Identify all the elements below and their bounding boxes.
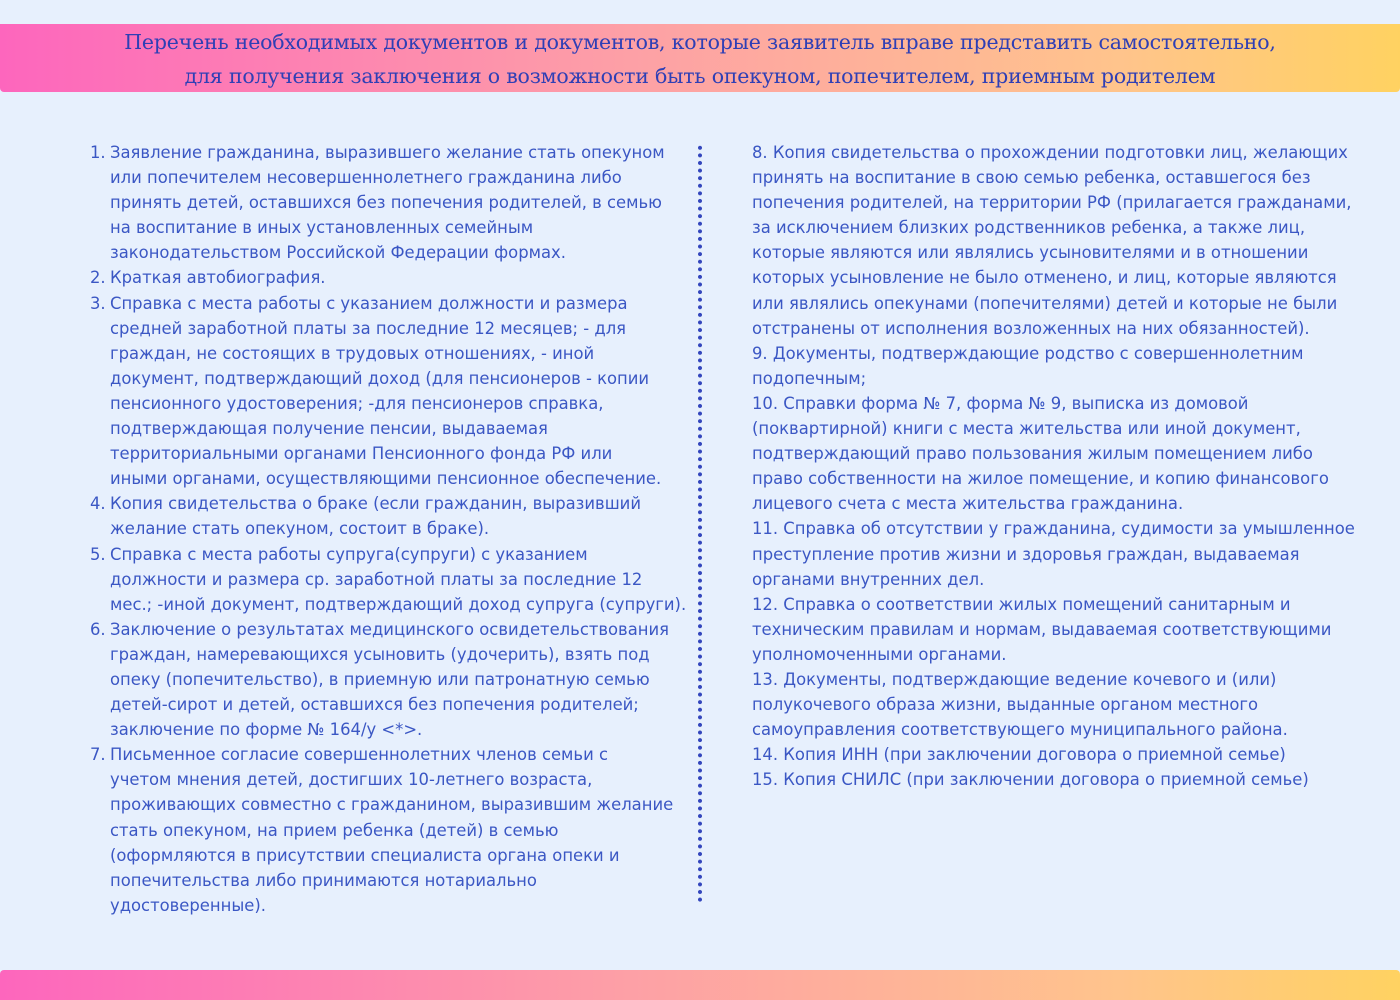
- text-line: лицевого счета с места жительства гражданина.: [752, 494, 1184, 514]
- text-line: проживающих совместно с гражданином, выразившим желание: [110, 795, 674, 815]
- list-item-text: [110, 617, 670, 742]
- text-line: документ, подтверждающий доход (для пенсионеров - копии: [110, 368, 650, 388]
- text-line: или попечителем несовершеннолетнего гражданина либо: [110, 168, 622, 188]
- text-line: попечения родителей, на территории РФ (прилагается гражданами,: [752, 193, 1352, 213]
- list-item: [90, 617, 670, 742]
- text-line: иными органами, осуществляющими пенсионное обеспечение.: [110, 469, 662, 489]
- text-line: Справка с места работы с указанием должности и размера: [110, 293, 628, 313]
- text-line: 11. Справка об отсутствии у гражданина, судимости за умышленное: [752, 519, 1355, 539]
- text-line: 8. Копия свидетельства о прохождении подготовки лиц, желающих: [752, 143, 1348, 162]
- text-line: граждан, не состоящих в трудовых отношениях, - иной: [110, 343, 595, 363]
- text-line: граждан, намеревающихся усыновить (удочерить), взять под: [110, 644, 650, 664]
- text-line: (поквартирной) книги с места жительства или иной документ,: [752, 419, 1301, 439]
- list-item-text: [110, 491, 670, 541]
- text-line: территориальными органами Пенсионного фонда РФ или: [110, 444, 613, 464]
- text-line: техническим правилам и нормам, выдаваемая соответствующими: [752, 619, 1332, 639]
- text-line: Заключение о результатах медицинского освидетельствования: [110, 619, 669, 639]
- list-item-text: [110, 742, 673, 918]
- text-line: желание стать опекуном, состоит в браке).: [110, 519, 490, 539]
- list-item-number: 4.: [90, 494, 106, 514]
- text-line: детей-сирот и детей, оставшихся без попечения родителей;: [110, 695, 639, 715]
- text-line: самоуправления соответствующего муниципального района.: [752, 720, 1288, 740]
- text-line: пенсионного удостоверения; -для пенсионеров справка,: [110, 393, 604, 413]
- text-line: заключение по форме № 164/у <*>.: [110, 720, 423, 740]
- text-line: которые являются или являлись усыновителями и в отношении: [752, 243, 1309, 263]
- text-line: на воспитание в иных установленных семейным: [110, 218, 534, 238]
- list-item-text: [110, 542, 686, 617]
- text-line: подтверждающий право пользования жилым помещением либо: [752, 444, 1313, 464]
- text-line: средней заработной платы за последние 12 месяцев; - для: [110, 318, 627, 338]
- text-line: 12. Справка о соответствии жилых помещений санитарным и: [752, 594, 1291, 614]
- left-document-list: [90, 140, 687, 918]
- text-line: полукочевого образа жизни, выданные органом местного: [752, 695, 1259, 715]
- list-item: [90, 140, 670, 265]
- page-title-line-2: для получения заключения о возможности быть опекуном, попечителем, приемным родителем: [184, 64, 1216, 88]
- dotted-column-divider: [698, 144, 702, 902]
- text-line: или являлись опекунами (попечителями) детей и которые не были: [752, 293, 1338, 313]
- page-title-line-1: Перечень необходимых документов и документов, которые заявитель вправе представить самостоятельно,: [124, 30, 1276, 54]
- text-line: 15. Копия СНИЛС (при заключении договора о приемной семье): [752, 770, 1309, 790]
- list-item-number: 5.: [90, 544, 106, 564]
- text-line: стать опекуном, на прием ребенка (детей) в семью: [110, 820, 559, 840]
- text-line: удостоверенные).: [110, 895, 266, 915]
- list-item: [90, 742, 674, 918]
- footer-banner: [0, 970, 1400, 1000]
- text-line: которых усыновление не было отменено, и лиц, которые являются: [752, 268, 1337, 288]
- list-item-text: [110, 140, 670, 265]
- list-item-text: [110, 265, 670, 290]
- text-line: за исключением близких родственников ребенка, а также лиц,: [752, 218, 1306, 238]
- text-line: 14. Копия ИНН (при заключении договора о приемной семье): [752, 745, 1286, 765]
- text-line: мес.; -иной документ, подтверждающий доход супруга (супруги).: [110, 594, 687, 614]
- list-item-number: 1.: [90, 143, 106, 162]
- text-line: 9. Документы, подтверждающие родство с совершеннолетним: [752, 343, 1304, 363]
- right-document-list: [752, 140, 1355, 792]
- text-line: подопечным;: [752, 368, 867, 388]
- list-item: [90, 542, 687, 617]
- text-line: 13. Документы, подтверждающие ведение кочевого и (или): [752, 669, 1277, 689]
- text-line: должности и размера ср. заработной платы за последние 12: [110, 569, 643, 589]
- list-item-number: 2.: [90, 268, 106, 288]
- text-line: подтверждающая получение пенсии, выдаваемая: [110, 419, 548, 439]
- text-line: Заявление гражданина, выразившего желание стать опекуном: [110, 143, 665, 162]
- list-item: [90, 491, 670, 541]
- text-line: Письменное согласие совершеннолетних членов семьи с: [110, 745, 608, 765]
- text-line: законодательством Российской Федерации формах.: [110, 243, 566, 263]
- text-line: попечительства либо принимаются нотариально: [110, 870, 537, 890]
- text-line: уполномоченными органами.: [752, 644, 1007, 664]
- text-line: Копия свидетельства о браке (если гражданин, выразивший: [110, 494, 641, 514]
- text-line: право собственности на жилое помещение, и копию финансового: [752, 469, 1329, 489]
- text-line: Справка с места работы супруга(супруги) с указанием: [110, 544, 588, 564]
- list-item: [90, 265, 670, 290]
- text-line: 10. Справки форма № 7, форма № 9, выписка из домовой: [752, 393, 1249, 413]
- text-line: преступление против жизни и здоровья граждан, выдаваемая: [752, 544, 1300, 564]
- text-line: органами внутренних дел.: [752, 569, 985, 589]
- list-item-number: 3.: [90, 293, 106, 313]
- text-line: принять на воспитание в свою семью ребенка, оставшегося без: [752, 168, 1311, 188]
- text-line: принять детей, оставшихся без попечения родителей, в семью: [110, 193, 662, 213]
- list-item: [90, 291, 670, 492]
- text-line: Краткая автобиография.: [110, 268, 326, 288]
- list-item-number: 6.: [90, 619, 106, 639]
- text-line: отстранены от исполнения возложенных на них обязанностей).: [752, 318, 1310, 338]
- text-line: опеку (попечительство), в приемную или патронатную семью: [110, 669, 650, 689]
- list-item-text: [110, 291, 670, 492]
- text-line: (оформляются в присутствии специалиста органа опеки и: [110, 845, 620, 865]
- text-line: учетом мнения детей, достигших 10-летнего возраста,: [110, 770, 593, 790]
- list-item-number: 7.: [90, 745, 106, 765]
